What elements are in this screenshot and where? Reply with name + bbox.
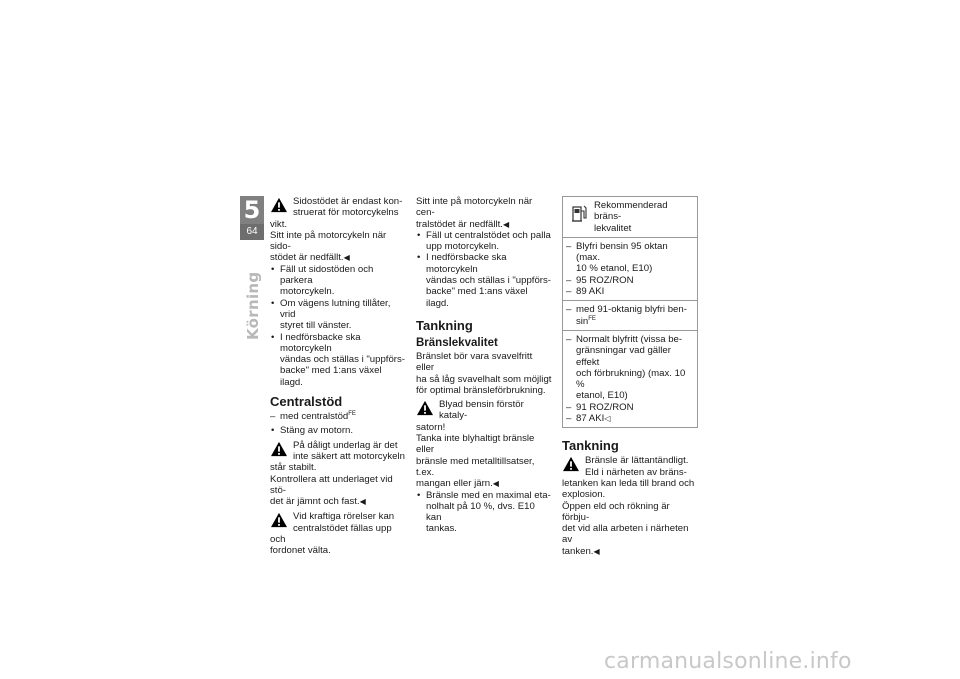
box-group-2 [563,301,697,331]
warning-text-continued: letanken kan leda till brand och explosion. Öppen eld och rökning är förbju- det vid alla arbeten i närheten av tanken.◀ [562,477,695,557]
fuel-item: – Blyfri bensin 95 oktan (max. 10 % etanol, E10) [566,241,693,275]
fuel-item: – 89 AKI [566,286,693,297]
bullet-list [416,230,552,309]
warning-triangle-icon [270,197,288,213]
end-mark: ◀ [359,497,366,507]
fuel-quality-box [562,196,698,428]
chapter-tab [240,196,264,240]
section-heading: Tankning [416,317,473,333]
option-item: – med centralstöd$^{FE}$ [270,411,406,422]
warning-text: Vid kraftiga rörelser kan centralstödet fällas upp och [270,511,395,546]
warning-text-continued: Tanka inte blyhaltigt bränsle eller bränsle med metalltillsatser, t.ex. mangan eller järn.◀ [416,433,535,490]
fuel-item: – med 91-oktanig blyfri ben- $\sin^{FE}$ [566,304,693,327]
box-group-1 [563,238,697,301]
fuel-item: – Normalt blyfritt (vissa be- gränsningar vad gäller effekt och förbrukning) (max. 10 % etanol, E10) [566,334,693,402]
list-item: • I nedförsbacke ska motorcykeln vändas och ställas i "uppförs- backe" med 1:ans växel ilagd. [270,332,406,388]
option-mark: FE [588,315,596,322]
warning-text: Bränsle är lättantändligt. Eld i närheten av bräns- [585,455,689,478]
list-item: • Fäll ut centralstödet och palla upp motorcykeln. [416,230,552,253]
section-heading: Tankning [562,438,619,454]
box-header [563,197,697,238]
chapter-number: 5 [243,196,261,224]
chapter-title: Körning [244,271,262,340]
end-mark: ◀ [343,253,350,263]
warning-triangle-icon [416,400,434,416]
list-item: • I nedförsbacke ska motorcykeln vändas och ställas i "uppförs- backe" med 1:ans växel ilagd. [416,252,552,308]
warning-block-flammable [562,455,698,478]
column-3 [562,196,698,557]
list-item: • Bränsle med en maximal eta- nolhalt på 10 %, dvs. E10 kan tankas. [416,490,552,535]
column-2 [416,196,552,535]
warning-text: På dåligt underlag är det inte säkert att motorcykeln [293,439,405,462]
warning-text-continued: vikt. Sitt inte på motorcykeln när sido- stödet är nedfällt.◀ [270,218,387,264]
option-list [270,411,406,422]
intro-text: Sitt inte på motorcykeln när cen- tralstödet är nedfällt.◀ [416,196,533,230]
warning-triangle-icon [270,512,288,528]
fuel-item: – 87 AKI◁ [566,413,693,424]
warning-block-ground [270,440,406,463]
warning-triangle-icon [270,441,288,457]
watermark: carmanualsonline.info [604,649,852,674]
page-number: 64 [240,224,264,240]
bullet-list [270,264,406,388]
sub-heading: Bränslekvalitet [416,336,498,349]
list-item: • Fäll ut sidostöden och parkera motorcykeln. [270,264,406,298]
option-end-mark: ◁ [604,414,611,424]
paragraph: Bränslet bör vara svavelfritt eller ha så låg svavelhalt som möjligt för optimal bränsleförbrukning. [416,350,552,396]
warning-block-sidestand [270,196,406,219]
warning-block-movement [270,511,406,545]
warning-text: Sidostödet är endast kon- struerat för motorcykelns [293,196,403,219]
warning-text-continued: står stabilt. Kontrollera att underlaget vid stö- det är jämnt och fast.◀ [270,462,393,508]
warning-block-leaded [416,399,552,433]
end-mark: ◀ [593,546,600,556]
warning-text-continued: fordonet välta. [270,545,331,557]
section-heading: Centralstöd [270,394,343,410]
end-mark: ◀ [502,219,510,229]
list-item: • Om vägens lutning tillåter, vrid styret till vänster. [270,298,406,332]
warning-triangle-icon [562,456,580,472]
box-group-3 [563,331,697,427]
fuel-item: – 95 ROZ/RON [566,275,693,286]
fuel-item: – 91 ROZ/RON [566,402,693,413]
option-mark: FE [348,410,356,417]
fuel-pump-icon [570,202,588,224]
warning-text: Blyad bensin förstör kataly- satorn! [416,399,524,433]
bullet-list [416,490,552,535]
bullet-list [270,425,406,436]
list-item: • Stäng av motorn. [270,425,406,436]
column-1 [270,196,406,557]
box-title: Rekommenderad bräns- lekvalitet [594,200,668,234]
end-mark: ◀ [492,479,499,489]
